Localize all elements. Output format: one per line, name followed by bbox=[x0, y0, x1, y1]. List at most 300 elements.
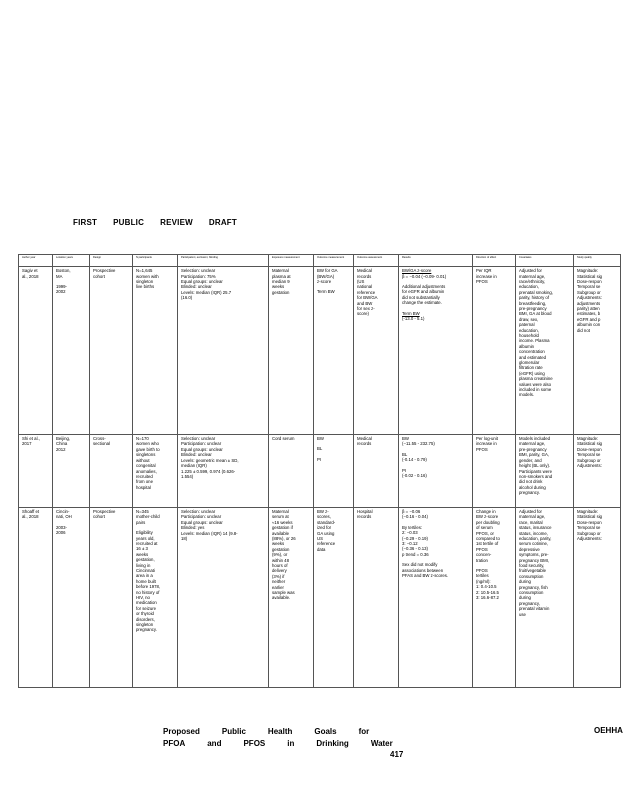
cell-line: ≈16 weeks bbox=[272, 519, 293, 525]
cell-line: records bbox=[357, 273, 372, 279]
cell-line: Subgroup or bbox=[577, 289, 601, 295]
cell-line: Medical bbox=[357, 268, 372, 274]
cell-line: increase in bbox=[476, 273, 497, 279]
cell-line: Per log-unit bbox=[476, 436, 498, 442]
cell-line: pregnancy. bbox=[519, 490, 540, 496]
cell-line: pre-pregnancy bbox=[519, 305, 547, 311]
cell-line: Adjustments: bbox=[577, 463, 602, 469]
covariates-cell bbox=[516, 435, 574, 508]
cell-line: education, bbox=[519, 327, 539, 333]
cell-line: race/ethnicity, bbox=[519, 278, 546, 284]
direction-cell bbox=[473, 507, 516, 687]
location-cell bbox=[53, 507, 90, 687]
cell-line: use bbox=[519, 611, 526, 617]
cell-line: Eligibility bbox=[136, 530, 153, 536]
cell-line: BW z-score bbox=[476, 514, 499, 520]
cell-line: anomalies, bbox=[136, 468, 157, 474]
cell-line: and estimated bbox=[519, 354, 546, 360]
cell-line: 2002 bbox=[56, 289, 66, 295]
cell-line: Adjustments: bbox=[577, 295, 602, 301]
cell-line: height (BL only). bbox=[519, 463, 551, 469]
cell-line: (3%) if bbox=[272, 573, 285, 579]
cell-line: Magnitude: bbox=[577, 436, 599, 442]
participants-cell bbox=[133, 267, 178, 435]
cell-line: β = −0.06 bbox=[402, 508, 421, 514]
cell-line: plasma at bbox=[272, 273, 291, 279]
cell-line: models. bbox=[519, 392, 535, 398]
cell-line: concen- bbox=[476, 552, 492, 558]
cell-line: pregnancy, bbox=[519, 600, 540, 606]
results-lines bbox=[402, 274, 470, 306]
design-cell bbox=[90, 435, 133, 508]
cell-line: Cord serum bbox=[272, 436, 295, 442]
cell-line: PFOS bbox=[476, 446, 488, 452]
cell-line: symptoms, pre- bbox=[519, 552, 549, 558]
title-word: Public bbox=[221, 727, 246, 736]
cell-line: household bbox=[519, 333, 539, 338]
cell-line: Cross- bbox=[93, 436, 106, 442]
cell-line: live births bbox=[136, 284, 155, 290]
cell-line: 2006 bbox=[56, 530, 66, 536]
cell-line: gestation, bbox=[136, 557, 155, 563]
cell-line: MA bbox=[56, 273, 63, 279]
cell-line: (−0.29 - 0.19) bbox=[402, 535, 428, 541]
design-cell bbox=[90, 507, 133, 687]
cell-line: Dose-respon bbox=[577, 446, 602, 452]
cell-line: race, marital bbox=[519, 519, 543, 525]
cell-line: alcohol during bbox=[519, 484, 546, 490]
title-word: PFOS bbox=[243, 739, 266, 748]
cell-line: gestation bbox=[272, 546, 290, 552]
cell-line: ized for bbox=[317, 525, 332, 531]
cell-line: albumin bbox=[519, 343, 535, 349]
cell-line: for eGFR and albumin bbox=[402, 289, 445, 295]
cell-line: and BW bbox=[357, 300, 373, 306]
cell-line: 2003- bbox=[56, 524, 67, 530]
draft-header-word: PUBLIC bbox=[113, 218, 145, 227]
cell-line: education, bbox=[519, 284, 539, 290]
direction-cell bbox=[473, 435, 516, 508]
cell-line: reference bbox=[357, 289, 376, 295]
cell-line: medication bbox=[136, 600, 157, 606]
column-header: N participants bbox=[133, 255, 178, 263]
column-header: Participation; exclusion; blinding bbox=[178, 255, 269, 263]
cell-line: 1.225 ± 0.599, 0.974 (0.626- bbox=[181, 468, 236, 474]
cell-line: available bbox=[272, 530, 289, 536]
cell-line: (−0.16 - 0.04) bbox=[402, 514, 428, 520]
cell-line: median 9 bbox=[272, 278, 290, 284]
title-word: Proposed bbox=[163, 727, 200, 736]
covariates-cell bbox=[516, 267, 574, 435]
cell-line: Magnitude: bbox=[577, 268, 599, 274]
cell-line: congenital bbox=[136, 463, 156, 469]
draft-header-word: REVIEW bbox=[160, 218, 193, 227]
results-heading: BW/GA z-score bbox=[402, 268, 432, 274]
cell-line: pregnancy BMI, bbox=[519, 557, 550, 563]
cell-line: cohort bbox=[93, 514, 105, 520]
document-title-line bbox=[163, 738, 415, 750]
participants-cell bbox=[133, 507, 178, 687]
column-header: Outcome assessment bbox=[354, 255, 399, 263]
column-header: Direction of effect bbox=[473, 255, 516, 263]
cell-line: 2: −0.03 bbox=[402, 530, 418, 536]
cell-line: Hospital bbox=[357, 508, 373, 514]
cell-line: z-score bbox=[317, 278, 332, 284]
document-title-line bbox=[163, 726, 415, 738]
cell-line: without bbox=[136, 457, 150, 463]
cell-line: glomerular bbox=[519, 360, 540, 366]
cell-line: 2: 10.5-16.5 bbox=[476, 589, 499, 595]
cell-line: sectional bbox=[93, 441, 110, 447]
cell-line: increase in bbox=[476, 441, 497, 447]
cell-line: p trend = 0.36 bbox=[402, 551, 429, 557]
cell-line: weeks bbox=[136, 551, 149, 557]
column-header: Exposure measurement bbox=[269, 255, 314, 263]
results-lines bbox=[402, 316, 470, 321]
cell-line: Shoaff et bbox=[22, 508, 40, 514]
cell-line: for seizure bbox=[136, 605, 157, 611]
cell-line: Adjustments: bbox=[577, 535, 602, 541]
column-header: Design bbox=[90, 255, 133, 263]
cell-line: BMI, parity, GA, bbox=[519, 452, 550, 458]
participation-cell bbox=[178, 435, 269, 508]
cell-line: consumption bbox=[519, 589, 544, 595]
cell-line: paternal bbox=[519, 322, 535, 328]
cell-line: Temporal se bbox=[577, 525, 601, 531]
cell-line: 1999- bbox=[56, 283, 67, 289]
cell-line: Levels: median (IQR) 25.7 bbox=[181, 289, 232, 295]
title-word: PFOA bbox=[163, 739, 186, 748]
cell-line: food security, bbox=[519, 562, 545, 568]
cell-line: mother-child bbox=[136, 514, 160, 520]
cell-line: Levels: geometric mean ± SD, bbox=[181, 457, 239, 463]
cell-line: By tertiles: bbox=[402, 524, 423, 530]
cell-line: Equal groups: unclear bbox=[181, 278, 223, 284]
table-row bbox=[19, 267, 621, 435]
cell-line: did not drink bbox=[519, 479, 543, 485]
location-cell bbox=[53, 267, 90, 435]
cell-line: 16 ± 3 bbox=[136, 546, 148, 552]
draft-header bbox=[73, 218, 253, 227]
cell-line: Shi et al., bbox=[22, 436, 40, 442]
cell-line: Levels: median (IQR) 14 (9.8- bbox=[181, 530, 238, 536]
page-number: 417 bbox=[390, 750, 404, 759]
cell-line: albumin con bbox=[577, 322, 601, 328]
table-row bbox=[19, 507, 621, 687]
cell-line: values were also bbox=[519, 381, 552, 387]
cell-line: Temporal se bbox=[577, 452, 601, 458]
cell-line: gave birth to bbox=[136, 446, 160, 452]
cell-line: (-13.0 - 5.1) bbox=[402, 315, 425, 321]
cell-line: Maternal bbox=[272, 508, 289, 514]
cell-line: BMI, GA at blood bbox=[519, 311, 552, 317]
cell-line: cohort bbox=[93, 273, 105, 279]
cell-line: gestation bbox=[272, 289, 290, 295]
cell-line: national bbox=[357, 284, 373, 290]
cell-line: weeks bbox=[272, 284, 285, 290]
title-word: Water bbox=[370, 739, 393, 748]
cell-line: 3: −0.12 bbox=[402, 540, 418, 546]
participation-cell bbox=[178, 507, 269, 687]
cell-line: did not substantially bbox=[402, 294, 440, 300]
cell-line: β = −0.04 (−0.09- 0.01) bbox=[402, 273, 447, 279]
cell-line: PFOS bbox=[476, 278, 488, 284]
cell-line: no history of bbox=[136, 589, 160, 595]
cell-line: adjustments bbox=[577, 300, 601, 306]
cell-line: (BW/GA) bbox=[317, 273, 335, 279]
cell-line: N=170 bbox=[136, 436, 149, 442]
title-word: and bbox=[207, 739, 222, 748]
cell-line: Equal groups: unclear bbox=[181, 519, 223, 525]
cell-line: for BW/GA bbox=[357, 295, 378, 301]
cell-line: standard- bbox=[317, 519, 336, 525]
outcome-cell bbox=[314, 507, 354, 687]
cell-line: prenatal smoking, bbox=[519, 289, 553, 295]
cell-line: reference bbox=[317, 541, 336, 547]
cell-line: Selection: unclear bbox=[181, 508, 216, 514]
cell-line: data bbox=[317, 546, 326, 552]
cell-line: income. Plasma bbox=[519, 338, 550, 344]
cell-line: scores, bbox=[317, 514, 331, 520]
results-cell bbox=[399, 507, 473, 687]
cell-line: (9%), or bbox=[272, 552, 288, 558]
cell-line: maternal age, bbox=[519, 441, 546, 447]
cell-line: depressive bbox=[519, 546, 540, 552]
cell-line: BL bbox=[402, 451, 408, 457]
cell-line: (-0.14 - 0.79) bbox=[402, 457, 427, 463]
cell-line: (88%), or 26 bbox=[272, 535, 296, 541]
cell-line: Participation: unclear bbox=[181, 514, 222, 520]
table-row bbox=[19, 435, 621, 508]
evidence-table bbox=[18, 254, 621, 688]
quality-cell bbox=[574, 267, 621, 435]
cell-line: Participation: 75% bbox=[181, 273, 216, 279]
cell-line: hours of bbox=[272, 562, 288, 568]
cell-line: concentration bbox=[519, 349, 545, 355]
cell-line: Selection: unclear bbox=[181, 436, 216, 442]
cell-line: al., 2018 bbox=[22, 514, 39, 520]
draft-header-word: FIRST bbox=[73, 218, 98, 227]
draft-header-word: DRAFT bbox=[208, 218, 237, 227]
cell-line: disorders, bbox=[136, 616, 155, 622]
quality-cell bbox=[574, 435, 621, 508]
assessment-cell bbox=[354, 435, 399, 508]
cell-line: parity, history of bbox=[519, 295, 550, 301]
cell-line: filtration rate bbox=[519, 365, 543, 371]
cell-line: living in bbox=[136, 562, 151, 568]
cell-line: Maternal bbox=[272, 268, 289, 274]
cell-line: nati, OH bbox=[56, 514, 72, 520]
assessment-cell bbox=[354, 507, 399, 687]
cell-line: Participants were bbox=[519, 468, 552, 474]
cell-line: BL bbox=[317, 446, 323, 452]
cell-line: pre-pregnancy bbox=[519, 446, 547, 452]
cell-line: estimates, b bbox=[577, 311, 601, 317]
column-header: Author year bbox=[19, 255, 53, 263]
cell-line: serum at bbox=[272, 514, 289, 520]
cell-line: pairs bbox=[136, 519, 146, 525]
cell-line: plasma creatinine bbox=[519, 376, 553, 382]
cell-line: BW bbox=[402, 436, 409, 442]
direction-cell bbox=[473, 267, 516, 435]
cell-line: Statistical sig bbox=[577, 514, 603, 520]
cell-line: 1st tertile of bbox=[476, 541, 499, 547]
cell-line: Blinded: yes bbox=[181, 525, 205, 531]
cell-line: (-0.02 - 0.16) bbox=[402, 473, 427, 479]
cell-line: fruit/vegetable bbox=[519, 568, 546, 574]
cell-line: eGFR and p bbox=[577, 316, 601, 322]
cell-line: consumption bbox=[519, 573, 544, 579]
column-header: Covariates bbox=[516, 255, 574, 263]
cell-line: records bbox=[357, 514, 372, 520]
column-header: Location years bbox=[53, 255, 90, 263]
cell-line: available. bbox=[272, 595, 291, 601]
cell-line: Term BW bbox=[317, 289, 335, 295]
cell-line: 3: 16.6-87.2 bbox=[476, 594, 499, 600]
cell-line: PFOS bbox=[476, 546, 488, 552]
quality-cell bbox=[574, 507, 621, 687]
outcome-cell bbox=[314, 267, 354, 435]
assessment-cell bbox=[354, 267, 399, 435]
cell-line: N=345 bbox=[136, 508, 149, 514]
cell-line: during bbox=[519, 579, 531, 585]
cell-line: Adjusted for bbox=[519, 508, 542, 514]
cell-line: US bbox=[317, 535, 323, 541]
cell-line: pregnancy. bbox=[136, 627, 157, 633]
design-cell bbox=[90, 267, 133, 435]
participants-cell bbox=[133, 435, 178, 508]
exposure-cell bbox=[269, 435, 314, 508]
cell-line: PFAS and BW z-scores. bbox=[402, 572, 449, 578]
cell-line: (US bbox=[357, 278, 365, 284]
title-word: for bbox=[358, 727, 370, 736]
cell-line: area in a bbox=[136, 573, 153, 579]
cell-line: HIV, no bbox=[136, 594, 150, 600]
document-title bbox=[163, 726, 415, 750]
cell-line: BW z- bbox=[317, 508, 329, 514]
cell-line: non-smokers and bbox=[519, 473, 553, 479]
exposure-cell bbox=[269, 267, 314, 435]
cell-line: al., 2018 bbox=[22, 273, 39, 279]
cell-line: Participation: unclear bbox=[181, 441, 222, 447]
cell-line: women who bbox=[136, 441, 159, 447]
title-word: Goals bbox=[314, 727, 337, 736]
location-cell bbox=[53, 435, 90, 508]
cell-line: (eGFR) using bbox=[519, 370, 545, 376]
cell-line: parity) atten bbox=[577, 305, 600, 311]
cell-line: singleton bbox=[136, 278, 154, 284]
cell-line: status, income, bbox=[519, 530, 548, 536]
cell-line: Blinded: unclear bbox=[181, 452, 212, 458]
cell-line: within 48 bbox=[272, 557, 289, 563]
cell-line: Equal groups: unclear bbox=[181, 446, 223, 452]
cell-line: Per IQR bbox=[476, 268, 492, 274]
cell-line: sample was bbox=[272, 589, 295, 595]
cell-line: (−0.36 - 0.13) bbox=[402, 546, 428, 552]
cell-line: for sex z- bbox=[357, 305, 375, 311]
cell-line: records bbox=[357, 441, 372, 447]
cell-line: Magnitude: bbox=[577, 508, 599, 514]
cell-line: home built bbox=[136, 578, 156, 584]
cell-line: weeks bbox=[272, 541, 285, 547]
cell-line: Subgroup or bbox=[577, 457, 601, 463]
table-header-row bbox=[19, 255, 621, 263]
cell-line: maternal age, bbox=[519, 514, 546, 520]
cell-line: singleton bbox=[136, 622, 154, 628]
covariates-cell bbox=[516, 507, 574, 687]
cell-line: maternal age, bbox=[519, 273, 546, 279]
cell-line: PI bbox=[317, 456, 322, 462]
cell-line: Cincin- bbox=[56, 508, 70, 514]
cell-line: singletons bbox=[136, 452, 156, 458]
cell-line: Sex did not modify bbox=[402, 562, 438, 568]
cell-line: women with bbox=[136, 273, 159, 279]
cell-line: 18) bbox=[181, 535, 188, 541]
cell-line: score) bbox=[357, 311, 369, 317]
cell-line: N=1,645 bbox=[136, 268, 153, 274]
cell-line: from one bbox=[136, 479, 153, 485]
cell-line: Statistical sig bbox=[577, 441, 603, 447]
cell-line: neither bbox=[272, 579, 286, 585]
cell-line: GA using bbox=[317, 530, 335, 536]
cell-line: gender, and bbox=[519, 457, 542, 463]
cell-line: included in some bbox=[519, 387, 552, 393]
author-cell bbox=[19, 267, 53, 435]
cell-line: draw, sex, bbox=[519, 316, 539, 322]
cell-line: Selection: unclear bbox=[181, 268, 216, 274]
cell-line: breastfeeding, bbox=[519, 300, 547, 306]
cell-line: or thyroid bbox=[136, 611, 154, 617]
results-cell bbox=[399, 435, 473, 508]
cell-line: change the estimate. bbox=[402, 300, 442, 306]
cell-line: before 1978, bbox=[136, 584, 161, 590]
participation-cell bbox=[178, 267, 269, 435]
cell-line: Statistical sig bbox=[577, 273, 603, 279]
cell-line: Adjusted for bbox=[519, 268, 542, 274]
column-header: Outcome measurement bbox=[314, 255, 354, 263]
title-word: Drinking bbox=[316, 739, 349, 748]
exposure-cell bbox=[269, 507, 314, 687]
cell-line: Sagiv et bbox=[22, 268, 38, 274]
author-cell bbox=[19, 435, 53, 508]
cell-line: Boston, bbox=[56, 268, 71, 274]
cell-line: hospital bbox=[136, 484, 151, 490]
cell-line: (ng/ml): bbox=[476, 578, 491, 584]
cell-line: serum cotinine, bbox=[519, 541, 549, 547]
cell-line: tertiles bbox=[476, 573, 489, 579]
cell-line: gestation if bbox=[272, 525, 293, 531]
cell-line: recruited at bbox=[136, 540, 158, 546]
column-header: Results bbox=[399, 255, 473, 263]
cell-line: Medical bbox=[357, 436, 372, 442]
cell-line: Prospective bbox=[93, 508, 116, 514]
results-cell bbox=[399, 267, 473, 435]
cell-line: 1.554) bbox=[181, 473, 194, 479]
column-header: Study quality bbox=[574, 255, 621, 263]
cell-line: did not bbox=[577, 327, 590, 333]
cell-line: status, insurance bbox=[519, 525, 552, 531]
cell-line: education, parity, bbox=[519, 535, 552, 541]
cell-line: per doubling bbox=[476, 519, 500, 525]
cell-line: 2012 bbox=[56, 446, 66, 452]
author-cell bbox=[19, 507, 53, 687]
cell-line: Dose-respon bbox=[577, 519, 602, 525]
cell-line: Change in bbox=[476, 508, 496, 514]
cell-line: Prospective bbox=[93, 268, 116, 274]
cell-line: Additional adjustments bbox=[402, 283, 446, 289]
cell-line: tration bbox=[476, 557, 488, 563]
cell-line: China bbox=[56, 441, 68, 447]
